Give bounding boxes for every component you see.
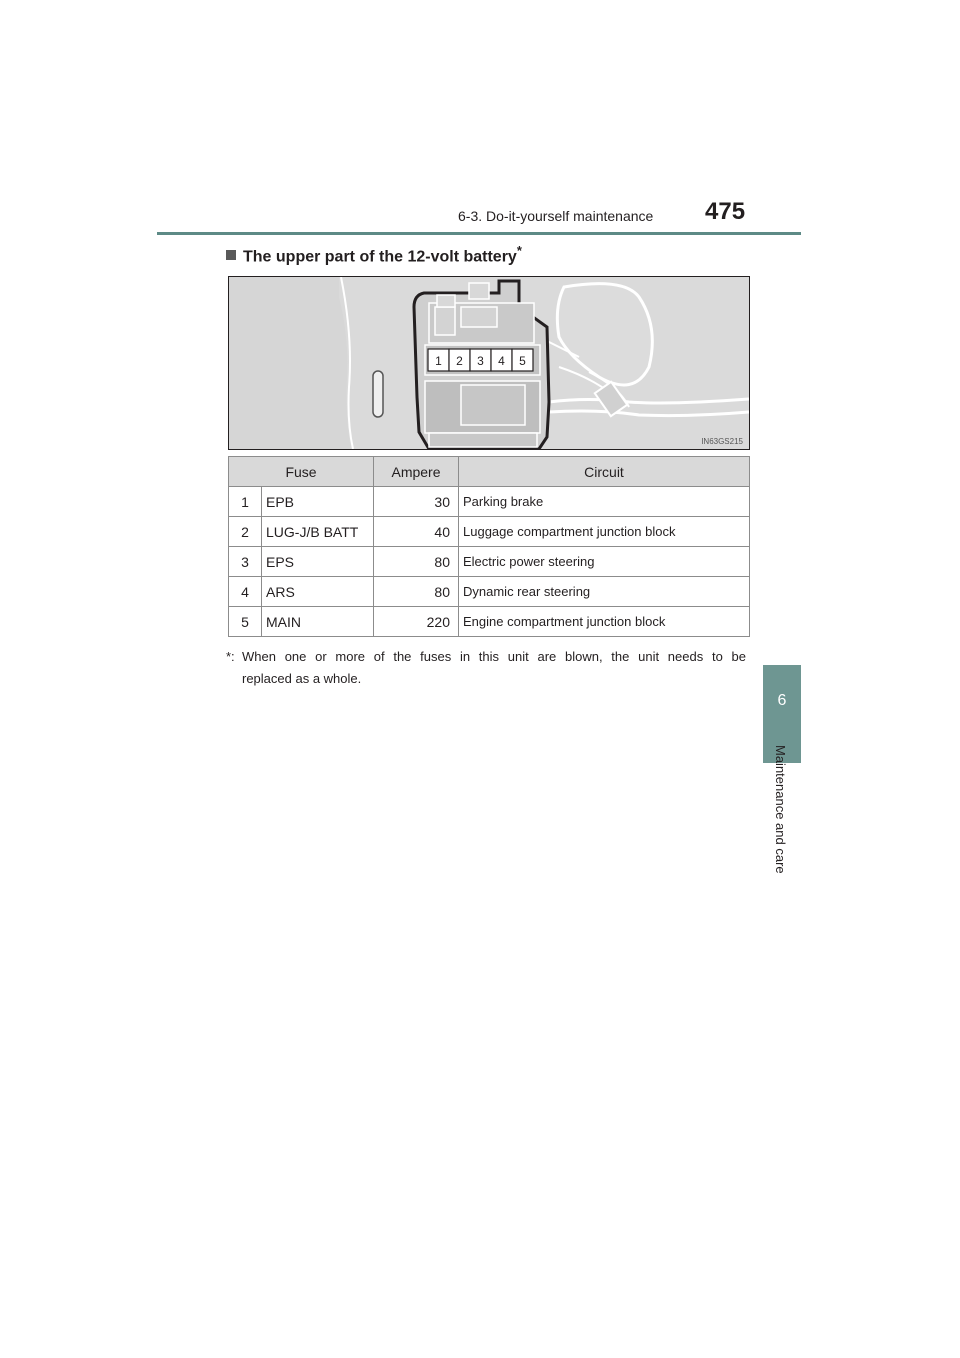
fuse-name: EPS [262,547,374,577]
fuse-name: EPB [262,487,374,517]
square-bullet-icon [226,250,236,260]
fuse-name: ARS [262,577,374,607]
fuse-label-2: 2 [456,354,463,368]
footnote-line-2: replaced as a whole. [242,671,362,686]
table-row [229,577,750,607]
fuse-ampere: 220 [374,607,459,637]
header-fuse: Fuse [229,457,374,487]
fuse-number: 5 [229,607,262,637]
fuse-label-3: 3 [477,354,484,368]
fuse-number: 2 [229,517,262,547]
fuse-ampere: 40 [374,517,459,547]
footnote-mark: *: [226,649,235,664]
fuse-number: 4 [229,577,262,607]
fuse-circuit: Parking brake [459,487,750,517]
fuse-number: 1 [229,487,262,517]
header-ampere: Ampere [374,457,459,487]
section-title-asterisk: * [516,243,522,258]
fuse-table-header [229,457,750,487]
fuse-circuit: Dynamic rear steering [459,577,750,607]
header-circuit: Circuit [459,457,750,487]
fuse-name: LUG-J/B BATT [262,517,374,547]
table-row [229,517,750,547]
fuse-ampere: 80 [374,547,459,577]
fuse-number: 3 [229,547,262,577]
footnote [226,646,746,690]
fuse-label-1: 1 [435,354,442,368]
chapter-side-label-text: Maintenance and care [773,745,788,874]
fuse-table [228,456,750,637]
fuse-circuit: Electric power steering [459,547,750,577]
fuse-ampere: 80 [374,577,459,607]
figure-code: IN63GS215 [701,437,743,446]
running-header-section: 6-3. Do-it-yourself maintenance [458,208,654,224]
fuse-name: MAIN [262,607,374,637]
fuse-ampere: 30 [374,487,459,517]
fuse-number-strip [428,349,533,371]
header-divider [157,232,801,235]
chapter-tab-number: 6 [777,692,787,709]
fuse-circuit: Engine compartment junction block [459,607,750,637]
section-title [226,243,522,266]
chapter-side-label [770,745,792,890]
table-row [229,547,750,577]
page-number: 475 [705,198,746,225]
fuse-label-4: 4 [498,354,505,368]
table-row [229,607,750,637]
fuse-label-5: 5 [519,354,526,368]
fuse-circuit: Luggage compartment junction block [459,517,750,547]
fuse-unit-drawing [229,277,749,449]
table-row [229,487,750,517]
fuse-unit-illustration [228,276,750,450]
footnote-line-1: When one or more of the fuses in this unit are blown, the unit needs to be [242,649,746,664]
section-title-text: The upper part of the 12-volt battery [243,248,517,266]
